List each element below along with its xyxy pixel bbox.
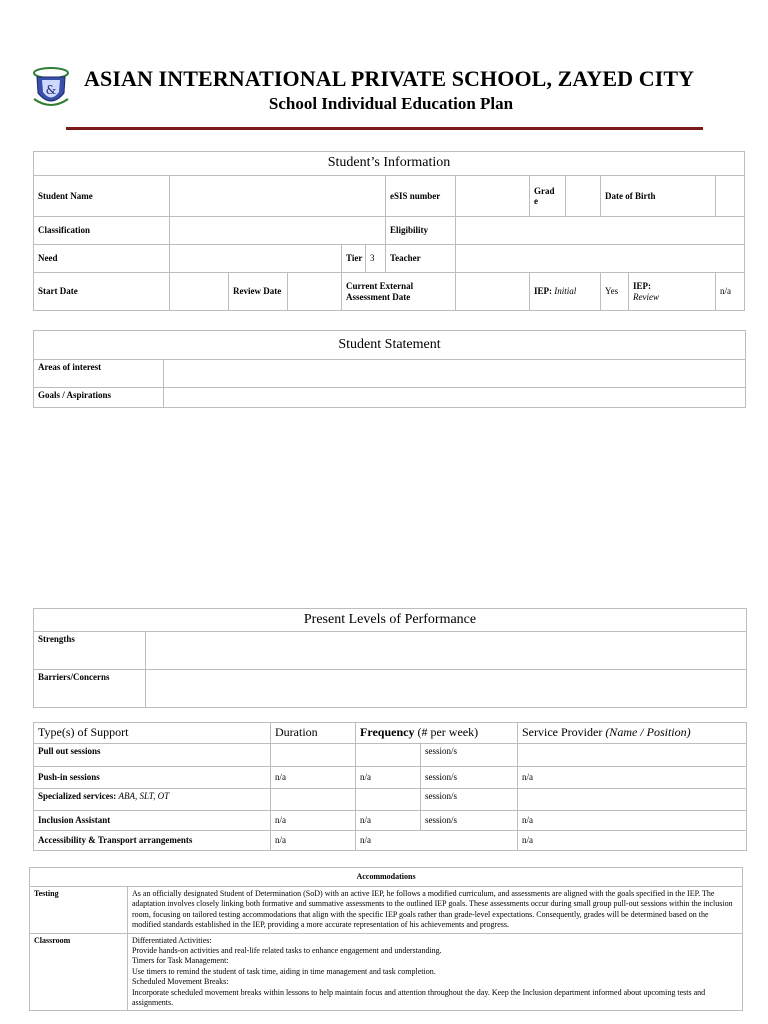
support-duration[interactable]: n/a (271, 811, 356, 831)
classification-field[interactable] (170, 217, 386, 245)
goals-aspirations-label: Goals / Aspirations (34, 388, 164, 408)
support-duration[interactable]: n/a (271, 831, 356, 851)
accommodations-heading: Accommodations (30, 868, 743, 887)
classroom-label: Classroom (30, 933, 128, 1011)
eligibility-label: Eligibility (386, 217, 456, 245)
esis-field[interactable] (456, 176, 530, 217)
svg-text:&: & (45, 83, 57, 97)
classroom-line: Use timers to remind the student of task time, aiding in time management and task completion. (132, 966, 436, 976)
support-frequency[interactable]: n/a (356, 831, 518, 851)
support-provider[interactable] (518, 744, 747, 767)
tier-label: Tier (342, 245, 366, 273)
support-row (34, 811, 747, 831)
support-provider[interactable]: n/a (518, 811, 747, 831)
support-duration[interactable] (271, 789, 356, 811)
student-info-table (33, 151, 745, 311)
classroom-line: Incorporate scheduled movement breaks within lessons to help maintain focus and attention throughout the day. Keep the Inclusion department informed about upcoming tests and assignments. (132, 987, 706, 1007)
barriers-label: Barriers/Concerns (34, 670, 146, 708)
iep-review-label: IEP: Review (629, 273, 716, 311)
grade-field[interactable] (566, 176, 601, 217)
support-provider[interactable]: n/a (518, 767, 747, 789)
performance-heading: Present Levels of Performance (34, 609, 747, 632)
support-row (34, 831, 747, 851)
student-info-heading: Student’s Information (34, 152, 745, 176)
review-date-label: Review Date (229, 273, 288, 311)
dob-label: Date of Birth (601, 176, 716, 217)
student-statement-heading: Student Statement (34, 331, 746, 360)
testing-label: Testing (30, 887, 128, 934)
support-unit: session/s (421, 811, 518, 831)
iep-initial-label: IEP: Initial (530, 273, 601, 311)
student-name-field[interactable] (170, 176, 386, 217)
start-date-field[interactable] (170, 273, 229, 311)
student-name-label: Student Name (34, 176, 170, 217)
iep-review-value: n/a (716, 273, 745, 311)
support-unit: session/s (421, 744, 518, 767)
teacher-field[interactable] (456, 245, 745, 273)
support-frequency-header: Frequency (# per week) (356, 723, 518, 744)
support-type: Pull out sessions (34, 744, 271, 767)
support-unit: session/s (421, 789, 518, 811)
iep-initial-value: Yes (601, 273, 629, 311)
support-row (34, 744, 747, 767)
need-label: Need (34, 245, 170, 273)
support-frequency[interactable] (356, 789, 421, 811)
support-row (34, 789, 747, 811)
document-title: School Individual Education Plan (268, 94, 514, 113)
classroom-line: Provide hands-on activities and real-life related tasks to enhance engagement and understanding. (132, 945, 442, 955)
header-divider (66, 127, 703, 130)
support-provider[interactable]: n/a (518, 831, 747, 851)
classification-label: Classification (34, 217, 170, 245)
support-type: Accessibility & Transport arrangements (34, 831, 271, 851)
support-type-header: Type(s) of Support (34, 723, 271, 744)
grade-label: Grad e (530, 176, 566, 217)
classroom-line: Differentiated Activities: (132, 935, 212, 945)
eligibility-field[interactable] (456, 217, 745, 245)
support-frequency[interactable] (356, 744, 421, 767)
support-frequency[interactable]: n/a (356, 767, 421, 789)
school-name: ASIAN INTERNATIONAL PRIVATE SCHOOL, ZAYED CITY (84, 66, 695, 91)
strengths-field[interactable] (146, 632, 747, 670)
areas-of-interest-field[interactable] (164, 360, 746, 388)
support-frequency[interactable]: n/a (356, 811, 421, 831)
support-type: Inclusion Assistant (34, 811, 271, 831)
areas-of-interest-label: Areas of interest (34, 360, 164, 388)
performance-table (33, 608, 747, 708)
goals-aspirations-field[interactable] (164, 388, 746, 408)
start-date-label: Start Date (34, 273, 170, 311)
support-unit: session/s (421, 767, 518, 789)
support-table (33, 722, 747, 851)
dob-field[interactable] (716, 176, 745, 217)
student-statement-table (33, 330, 746, 408)
support-row (34, 767, 747, 789)
support-type: Specialized services: ABA, SLT, OT (34, 789, 271, 811)
teacher-label: Teacher (386, 245, 456, 273)
testing-text: As an officially designated Student of Determination (SoD) with an active IEP, he follows a modified curriculum, and assessments are aligned with the goals specified in the IEP. The adaptation involves closely linking both formative and summative assessments to the outlined IEP goals. These assessments occur during small group pull-out sessions within the inclusion room, focusing on tailored testing accommodations that align with the specific IEP goals rather than grade-level expectations. Consequently, grades will be determined based on the modified standards established in the IEP, providing a more accurate representation of his achievements and progress. (128, 887, 743, 934)
support-type: Push-in sessions (34, 767, 271, 789)
need-field[interactable] (170, 245, 342, 273)
strengths-label: Strengths (34, 632, 146, 670)
current-assessment-field[interactable] (456, 273, 530, 311)
support-provider-header: Service Provider (Name / Position) (518, 723, 747, 744)
esis-label: eSIS number (386, 176, 456, 217)
support-duration[interactable] (271, 744, 356, 767)
classroom-text (128, 933, 743, 1011)
support-duration[interactable]: n/a (271, 767, 356, 789)
barriers-field[interactable] (146, 670, 747, 708)
accommodations-table (29, 867, 743, 1011)
review-date-field[interactable] (288, 273, 342, 311)
current-assessment-label: Current External Assessment Date (342, 273, 456, 311)
support-duration-header: Duration (271, 723, 356, 744)
classroom-line: Scheduled Movement Breaks: (132, 977, 229, 987)
support-provider[interactable] (518, 789, 747, 811)
classroom-line: Timers for Task Management: (132, 956, 229, 966)
tier-value: 3 (366, 245, 386, 273)
